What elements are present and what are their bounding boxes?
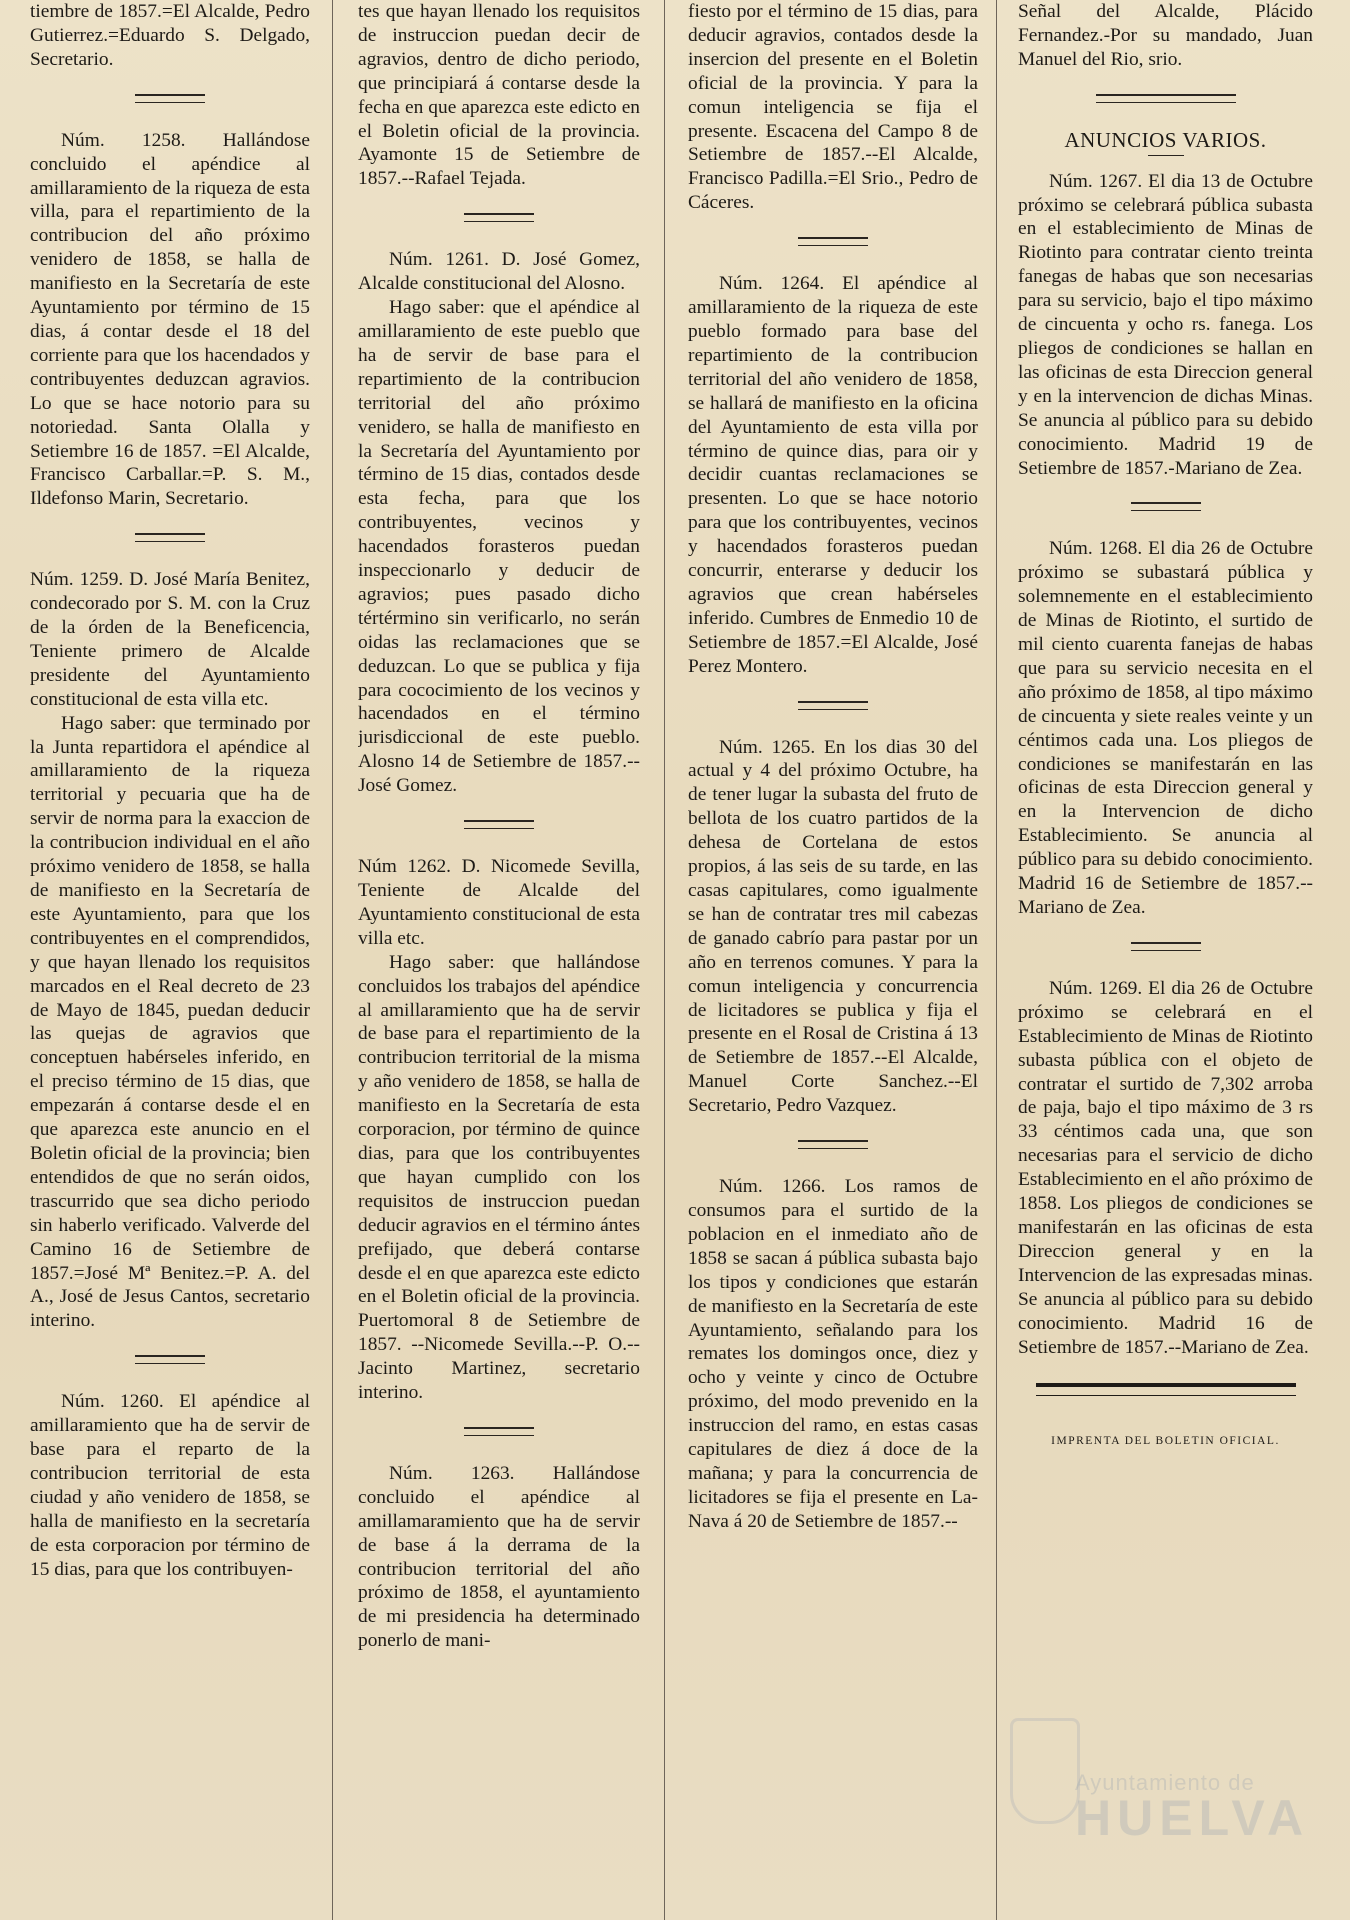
section-heading: ANUNCIOS VARIOS. xyxy=(1064,127,1267,152)
separator-rule xyxy=(464,1427,534,1436)
heading-underline xyxy=(1148,155,1184,156)
watermark xyxy=(1075,1770,1310,1846)
separator-rule xyxy=(464,213,534,222)
notice-paragraph: Núm. 1261. D. José Gomez, Alcalde constitucional del Alosno. xyxy=(358,249,640,295)
notice-paragraph: Núm. 1264. El apéndice al amillaramiento de la riqueza de este pueblo formado para base del repartimiento de la contribucion territorial del año venidero de 1858, se hallará de manifiesto en la oficina del Ayuntamiento de esta villa por término de quince dias, para oir y decidir cuantas reclamaciones se presenten. Lo que se hace notorio para que los contribuyentes, vecinos y hacendados forasteros puedan concurrir, enterarse y deducir los agravios que crean habérseles inferido. Cumbres de Enmedio 10 de Setiembre de 1857.=El Alcalde, José Perez Montero. xyxy=(688,273,978,677)
separator-rule xyxy=(1131,502,1201,511)
column-divider xyxy=(996,0,997,1920)
watermark-line-1: Ayuntamiento de xyxy=(1075,1770,1255,1795)
column-2 xyxy=(358,0,640,1920)
notice-paragraph: Señal del Alcalde, Plácido Fernandez.-Por su mandado, Juan Manuel del Rio, srio. xyxy=(1018,1,1313,70)
separator-rule xyxy=(135,533,205,542)
notice-paragraph: Hago saber: que el apéndice al amillaramiento de este pueblo que ha de servir de base para el repartimiento de la contribucion territorial del año próximo venidero, se halla de manifiesto en la Secretaría del Ayuntamiento por término de 15 dias, contados desde esta fecha, para que los contribuyentes, vecinos y hacendados forasteros puedan inspeccionarlo y deducir de agravios; pues pasado dicho tértérmino sin verificarlo, no serán oidas las reclamaciones que se deduzcan. Lo que se publica y fija para cococimiento de los vecinos y hacendados en el término jurisdiccional de este pueblo. Alosno 14 de Setiembre de 1857.--José Gomez. xyxy=(358,297,640,797)
column-1 xyxy=(30,0,310,1920)
column-4 xyxy=(1018,0,1313,1920)
separator-rule xyxy=(798,237,868,246)
notice-paragraph: Núm. 1258. Hallándose concluido el apéndice al amillaramiento de la riqueza de esta villa, para el repartimiento de la contribucion del año próximo venidero de 1858, se halla de manifiesto en la Secretaría de este Ayuntamiento por término de 15 dias, á contar desde el 18 del corriente para que los hacendados y contribuyentes deduzcan agravios. Lo que se hace notorio para su notoriedad. Santa Olalla y Setiembre 16 de 1857. =El Alcalde, Francisco Carballar.=P. S. M., Ildefonso Marin, Secretario. xyxy=(30,129,310,510)
printer-imprint: IMPRENTA DEL BOLETIN OFICIAL. xyxy=(1051,1435,1280,1448)
notice-paragraph: fiesto por el término de 15 dias, para deducir agravios, contados desde la insercion del presente en el Boletin oficial de la provincia. Y para la comun inteligencia se fija el presente. Escacena del Campo 8 de Setiembre de 1857.--El Alcalde, Francisco Padilla.=El Srio., Pedro de Cáceres. xyxy=(688,1,978,214)
notice-paragraph: Núm. 1265. En los dias 30 del actual y 4 del próximo Octubre, ha de tener lugar la subasta del fruto de bellota de los cuatro partidos de la dehesa de Cortelana de estos propios, á las seis de su tarde, en las casas capitulares, como igualmente se han de contratar tres mil cabezas de ganado cabrío para pastar por un año en terrenos comunes. Y para la comun inteligencia y concurrencia de licitadores se publica y fija el presente en el Rosal de Cristina á 13 de Setiembre de 1857.--El Alcalde, Manuel Corte Sanchez.--El Secretario, Pedro Vazquez. xyxy=(688,736,978,1117)
notice-paragraph: Núm. 1266. Los ramos de consumos para el surtido de la poblacion en el inmediato año de 1858 se sacan á pública subasta bajo los tipos y condiciones que estarán de manifiesto en la Secretaría de este Ayuntamiento, señalando para los remates los domingos once, diez y ocho y veinte y cinco de Octubre próximo, del modo prevenido en la instruccion del ramo, en estas casas capitulares de diez á doce de la mañana; y para la concurrencia de licitadores se fija el presente en La-Nava á 20 de Setiembre de 1857.-- xyxy=(688,1176,978,1532)
notice-paragraph: Núm. 1260. El apéndice al amillaramiento que ha de servir de base para el reparto de la contribucion territorial de esta ciudad y año venidero de 1858, se halla de manifiesto en la secretaría de esta corporacion por término de 15 dias, para que los contribuyen- xyxy=(30,1391,310,1580)
column-divider xyxy=(664,0,665,1920)
notice-paragraph: Núm 1262. D. Nicomede Sevilla, Teniente de Alcalde del Ayuntamiento constitucional de esta villa etc. xyxy=(358,856,640,949)
notice-paragraph: Hago saber: que hallándose concluidos los trabajos del apéndice al amillaramiento que ha de servir de base para el repartimiento de la contribucion territorial de la misma y año venidero de 1858, se halla de manifiesto en la Secretaría de esta corporacion, por término de quince dias, para que los contribuyentes que hayan cumplido con los requisitos de instruccion puedan deducir agravios en el término ántes prefijado, que deberá contarse desde el en que aparezca este edicto en el Boletin oficial de la provincia. Puertomoral 8 de Setiembre de 1857. --Nicomede Sevilla.--P. O.--Jacinto Martinez, secretario interino. xyxy=(358,951,640,1404)
separator-rule xyxy=(798,701,868,710)
watermark-crest-icon xyxy=(1010,1718,1080,1824)
notice-paragraph: tiembre de 1857.=El Alcalde, Pedro Gutierrez.=Eduardo S. Delgado, Secretario. xyxy=(30,1,310,70)
separator-rule xyxy=(798,1140,868,1149)
notice-paragraph: Núm. 1269. El dia 26 de Octubre próximo se celebrará en el Establecimiento de Minas de Riotinto subasta pública con el objeto de contratar el surtido de 7,302 arroba de paja, bajo el tipo máximo de 3 rs 33 céntimos cada una, que son necesarias para el servicio de dicho Establecimiento en el año próximo de 1858. Los pliegos de condiciones se manifestarán en las oficinas de esta Direccion general y en la Intervencion de las expresadas minas. Se anuncia al público para su debido conocimiento. Madrid 16 de Setiembre de 1857.--Mariano de Zea. xyxy=(1018,977,1313,1358)
notice-paragraph: Núm. 1263. Hallándose concluido el apéndice al amillamaramiento que ha de servir de base á la derrama de la contribucion territorial del año próximo de 1858, el ayuntamiento de mi presidencia ha determinado ponerlo de mani- xyxy=(358,1462,640,1652)
watermark-line-2: HUELVA xyxy=(1075,1790,1310,1846)
notice-paragraph: Hago saber: que terminado por la Junta repartidora el apéndice al amillaramiento de la riqueza territorial y pecuaria que ha de servir de norma para la exaccion de la contribucion individual en el año próximo venidero de 1858, se halla de manifiesto en la Secretaría de este Ayuntamiento, para que los contribuyentes en el comprendidos, y que hayan llenado los requisitos marcados en el Real decreto de 23 de Mayo de 1845, puedan deducir las quejas de agravios que conceptuen habérseles inferido, en el preciso término de 15 dias, que empezarán á contarse desde el en que aparezca este anuncio en el Boletin oficial de la provincia; bien entendidos de que no serán oidos, trascurrido que sea dicho periodo sin haberlo verificado. Valverde del Camino 16 de Setiembre de 1857.=José Mª Benitez.=P. A. del A., José de Jesus Cantos, secretario interino. xyxy=(30,712,310,1332)
separator-rule xyxy=(1096,94,1236,103)
column-divider xyxy=(332,0,333,1920)
separator-rule xyxy=(464,820,534,829)
separator-rule xyxy=(135,94,205,103)
notice-paragraph: Núm. 1267. El dia 13 de Octubre próximo se celebrará pública subasta en el establecimiento de Minas de Riotinto para contratar ciento treinta fanegas de habas que son necesarias para su servicio, bajo el tipo máximo de cincuenta y ocho rs. fanega. Los pliegos de condiciones se hallan en las oficinas de esta Direccion general y en la intervencion de dichas Minas. Se anuncia al público para su debido conocimiento. Madrid 19 de Setiembre de 1857.-Mariano de Zea. xyxy=(1018,170,1313,479)
column-3 xyxy=(688,0,978,1920)
notice-paragraph: Núm. 1259. D. José María Benitez, condecorado por S. M. con la Cruz de la órden de la Beneficencia, Teniente primero de Alcalde presidente del Ayuntamiento constitucional de esta villa etc. xyxy=(30,569,310,710)
footer-rule xyxy=(1036,1383,1296,1396)
notice-paragraph: Núm. 1268. El dia 26 de Octubre próximo se subastará pública y solemnemente en el establecimiento de Minas de Riotinto, el surtido de mil ciento cuarenta fanejas de habas que para su servicio necesita en el año próximo de 1858, al tipo máximo de cincuenta y siete reales veinte y un céntimos cada una. Los pliegos de condiciones se manifestarán en las oficinas de esta Direccion general y en la Intervencion de dicho Establecimiento. Se anuncia al público para su debido conocimiento. Madrid 16 de Setiembre de 1857.--Mariano de Zea. xyxy=(1018,538,1313,918)
separator-rule xyxy=(1131,942,1201,951)
notice-paragraph: tes que hayan llenado los requisitos de instruccion puedan decir de agravios, dentro de dicho periodo, que principiará á contarse desde la fecha en que aparezca este edicto en el Boletin oficial de la provincia. Ayamonte 15 de Setiembre de 1857.--Rafael Tejada. xyxy=(358,1,640,190)
separator-rule xyxy=(135,1355,205,1364)
